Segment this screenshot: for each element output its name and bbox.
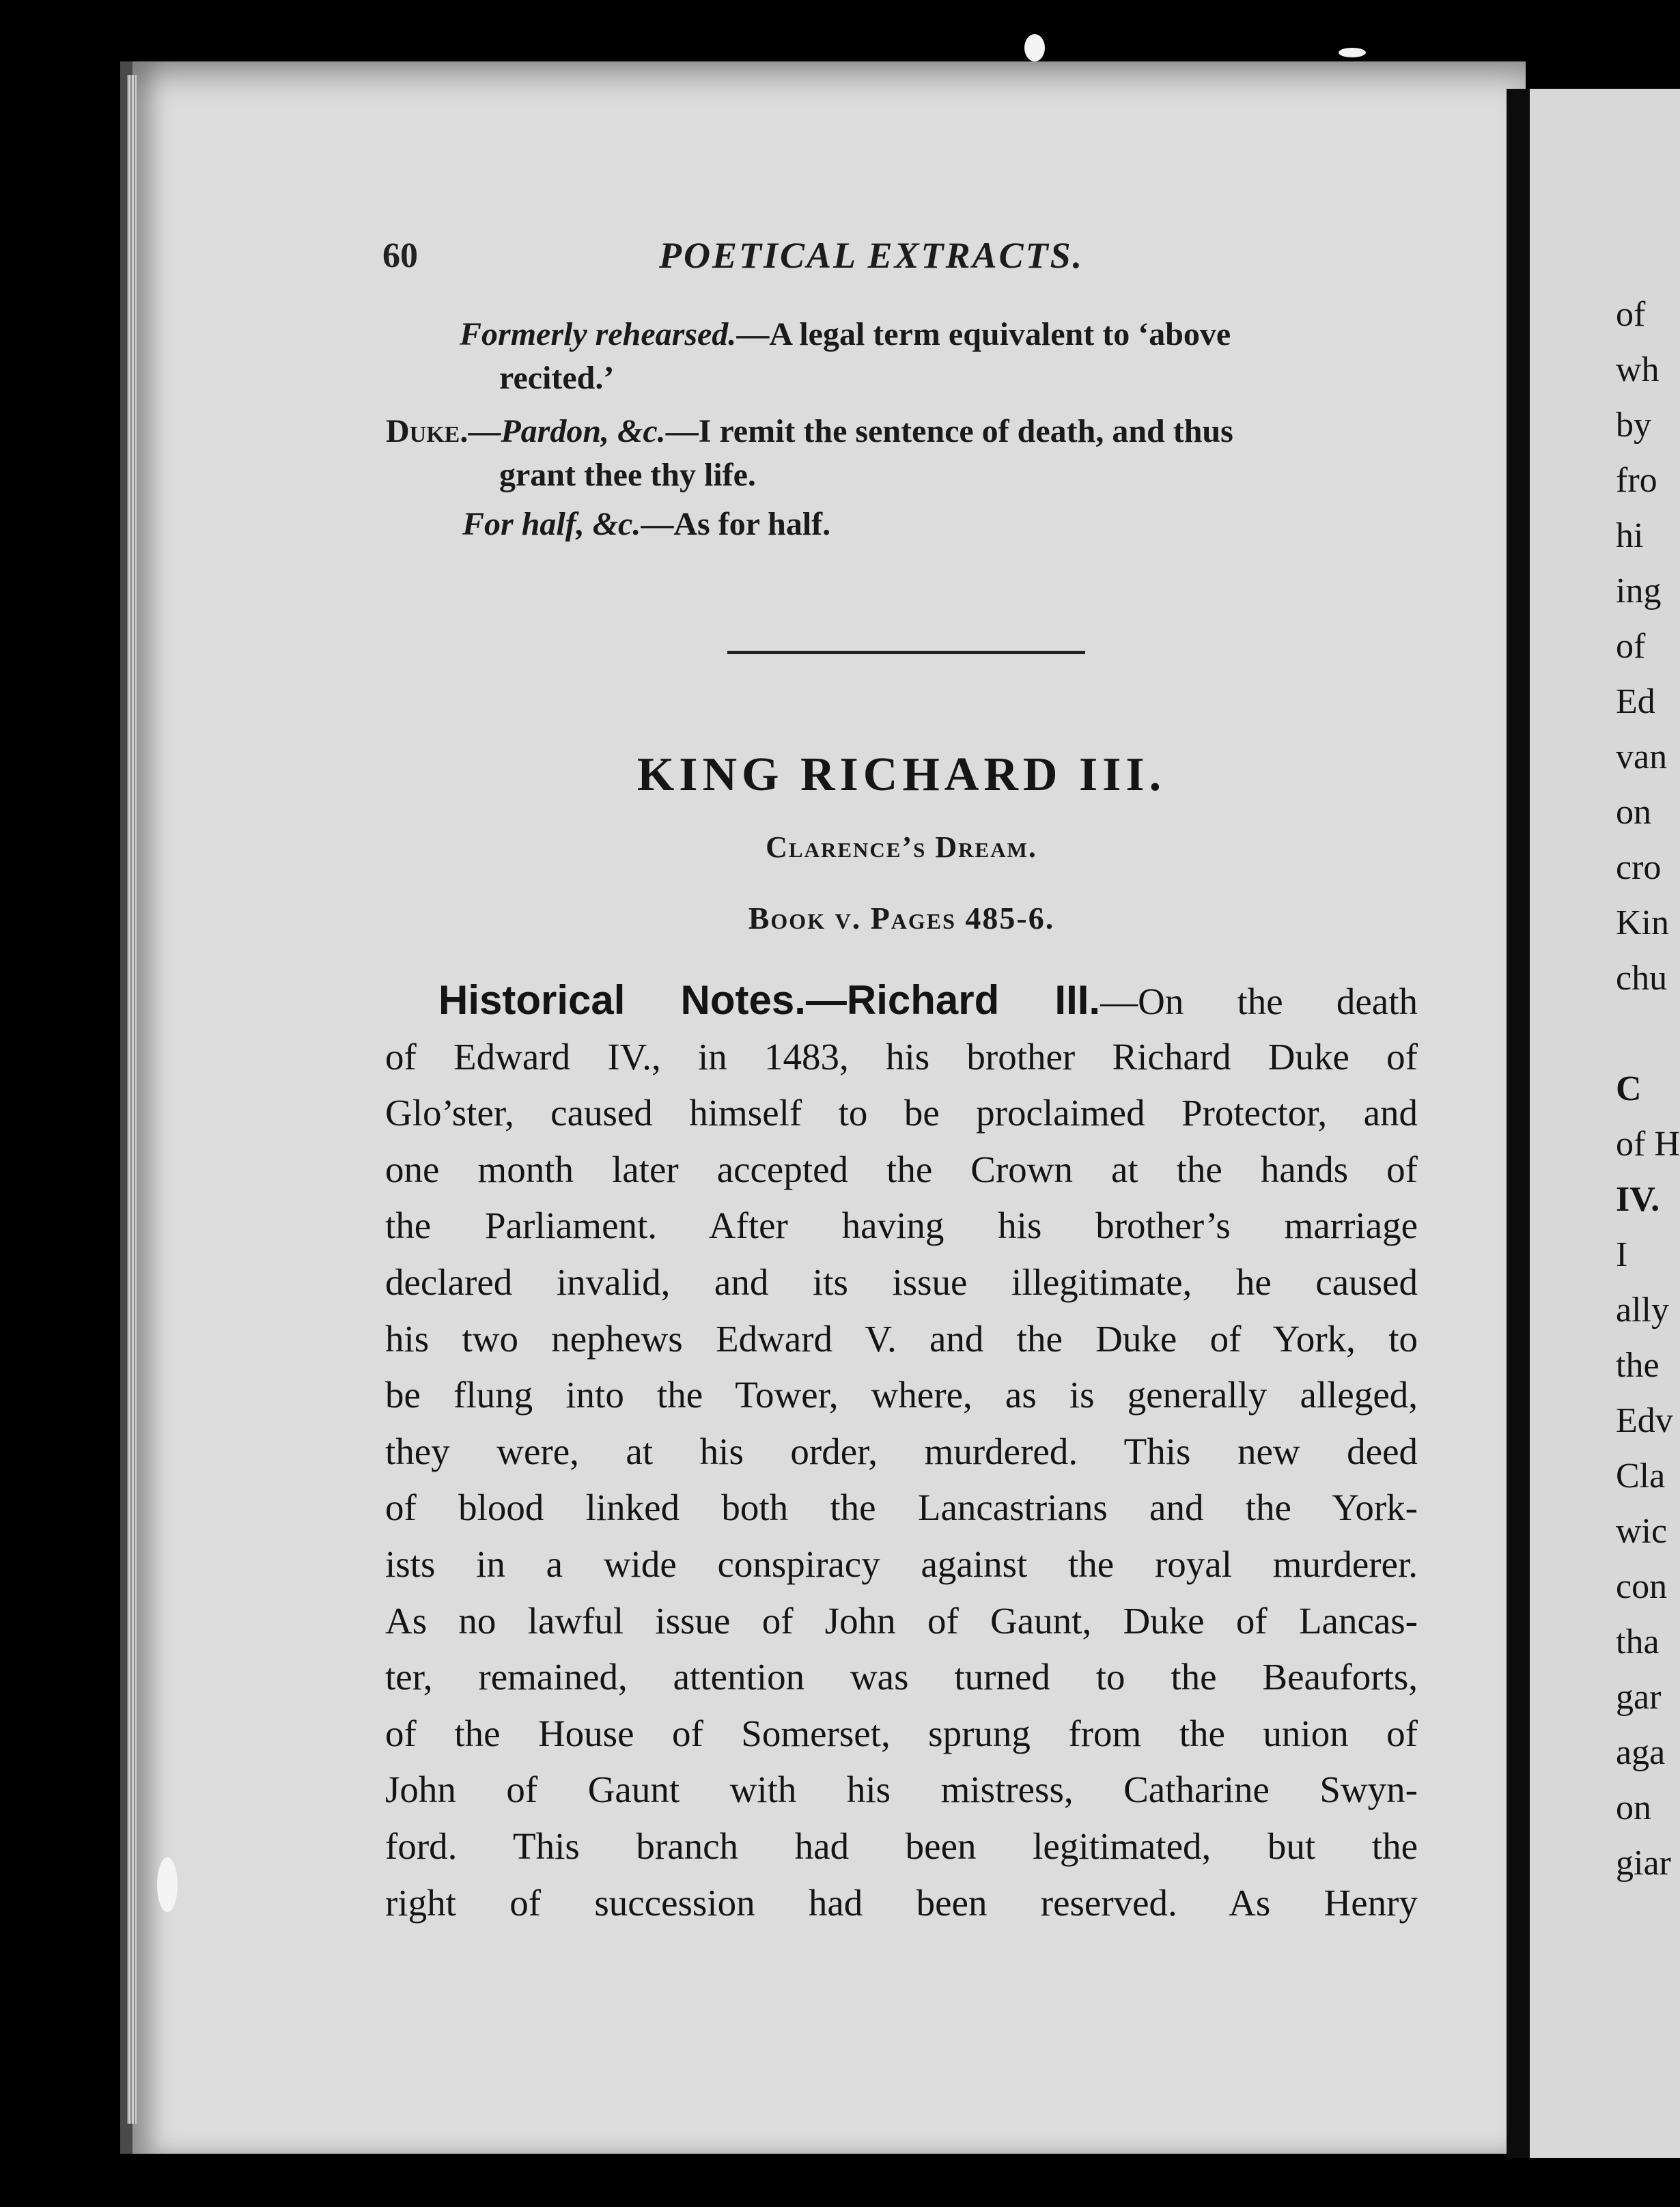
scan-speck	[1024, 34, 1045, 61]
paragraph-line: declared invalid, and its issue illegitimate, he caused	[385, 1261, 1418, 1303]
paragraph-lead: Historical Notes.—Richard III.	[438, 977, 1101, 1023]
note-pardon: Duke.—Pardon, &c.—I remit the sentence of death, and thus grant thee thy life.	[386, 410, 1424, 497]
note-continuation: recited.’	[499, 360, 615, 396]
paragraph-line: of blood linked both the Lancastrians and the York-	[385, 1487, 1418, 1529]
page-edges	[127, 75, 137, 2124]
paragraph-line: As no lawful issue of John of Gaunt, Duke of Lancas-	[385, 1599, 1418, 1642]
facing-page-text: of wh by fro hi ing of Ed van on cro Kin chu C of H IV. I ally the Edv Cla wic con tha gar aga on giar	[1616, 295, 1680, 1883]
paragraph-line: of the House of Somerset, sprung from the union of	[385, 1712, 1418, 1754]
page-header	[382, 236, 1414, 283]
book-reference: Book v. Pages 485-6.	[748, 901, 1055, 936]
scan-speck	[157, 1857, 178, 1912]
paragraph-line: ford. This branch had been legitimated, but the	[385, 1825, 1418, 1867]
paragraph-line: of Edward IV., in 1483, his brother Richard Duke of	[385, 1035, 1418, 1078]
paragraph-line: ists in a wide conspiracy against the royal murderer.	[385, 1543, 1418, 1585]
paragraph-line: ter, remained, attention was turned to the Beauforts,	[385, 1656, 1418, 1698]
note-term: Formerly rehearsed.	[460, 316, 737, 352]
scene-title: Clarence’s Dream.	[766, 830, 1037, 864]
running-title: POETICAL EXTRACTS.	[659, 235, 1084, 276]
note-text: —I remit the sentence of death, and thus	[665, 413, 1233, 449]
book-gutter	[1507, 89, 1530, 2158]
paragraph-line: they were, at his order, murdered. This new deed	[385, 1430, 1418, 1472]
play-title: KING RICHARD III.	[636, 748, 1166, 801]
paragraph-line: be flung into the Tower, where, as is generally alleged,	[385, 1374, 1418, 1416]
paragraph-line: John of Gaunt with his mistress, Catharine Swyn-	[385, 1769, 1418, 1811]
paragraph-line: the Parliament. After having his brother’s marriage	[385, 1205, 1418, 1247]
note-text: A legal term equivalent to ‘above	[769, 316, 1231, 352]
note-text: —As for half.	[641, 506, 831, 542]
paragraph-line: Glo’ster, caused himself to be proclaimed Protector, and	[385, 1092, 1418, 1134]
scan-speck	[1339, 48, 1366, 57]
note-term: Pardon, &c.	[501, 413, 666, 449]
paragraph-line: his two nephews Edward V. and the Duke of York, to	[385, 1317, 1418, 1360]
paragraph-line: Historical Notes.—Richard III.—On the death	[438, 977, 1418, 1023]
note-formerly-rehearsed: Formerly rehearsed.—A legal term equivalent to ‘above recited.’	[386, 313, 1424, 400]
section-divider	[727, 651, 1085, 654]
paragraph-line: one month later accepted the Crown at the hands of	[385, 1148, 1418, 1190]
historical-notes-paragraph	[385, 972, 1418, 1931]
paragraph-line: right of succession had been reserved. As Henry	[385, 1881, 1418, 1924]
note-for-half	[386, 503, 1424, 546]
note-speaker: Duke.	[386, 413, 468, 449]
page-number: 60	[382, 236, 418, 275]
note-term: For half, &c.	[462, 506, 641, 542]
note-continuation: grant thee thy life.	[499, 457, 756, 493]
